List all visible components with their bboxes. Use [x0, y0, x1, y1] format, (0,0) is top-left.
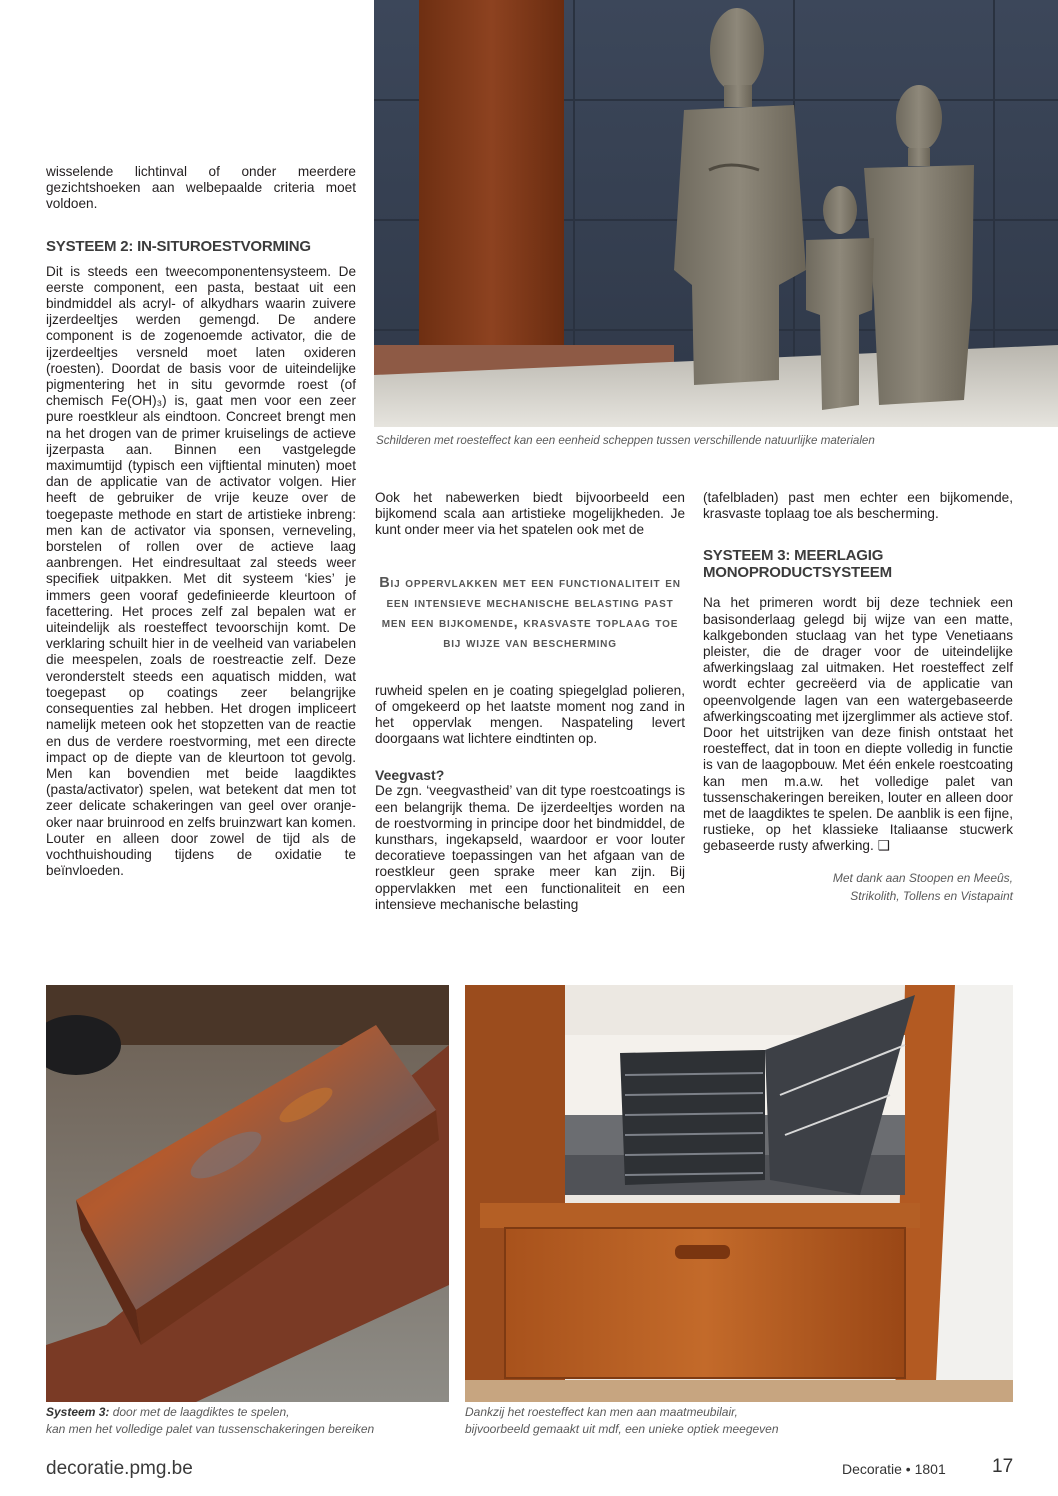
col2-paragraph-3: De zgn. ‘veegvastheid’ van dit type roestcoatings is een belangrijk thema. De ijzerdeeltjes worden na de roestvorming in principe door het bindmiddel, de kunsthars, ingekapseld, waardoor er voor louter decoratieve toepassingen van het afgaan van de roestkleur geen sprake meer kan zijn. Bij oppervlakken met een functionaliteit en een intensieve mechanische belasting — [375, 783, 685, 912]
rusted-plank-photo — [46, 985, 449, 1402]
rusted-plank-illustration — [46, 985, 449, 1402]
top-photo-caption: Schilderen met roesteffect kan een eenheid scheppen tussen verschillende natuurlijke materialen — [376, 434, 875, 447]
bottom-right-caption — [465, 1404, 1013, 1438]
col2-paragraph-1: Ook het nabewerken biedt bijvoorbeeld een bijkomend scala aan artistieke mogelijkheden. Je kunt onder meer via het spatelen ook met de — [375, 490, 685, 538]
issue-label: Decoratie • 1801 — [842, 1461, 946, 1477]
systeem-3-body-text: Na het primeren wordt bij deze techniek een basisonderlaag gelegd bij wijze van een matte, kalkgebonden stuclaag van het type Venetiaans pleister, die de drager voor de uiteindelijke afwerkingslaag zal uitmaken. Het roesteffect zelf wordt echter gecreëerd via de applicatie van opeenvolgende lagen van een watergebaseerde afwerkingscoating met ijzerglimmer als actieve stof. Door het uitstrijken van deze finish ontstaat het roesteffect, dat in toon en diepte volledig in functie is van de laagopbouw. Met één enkele roestcoating kan men m.a.w. het volledige palet van tussenschakeringen bereiken, louter en alleen door met de laagdiktes te spelen. De aanblik is een fijne, rustieke, op het klassieke Italiaanse stucwerk gebaseerde rusty afwerking. — [703, 595, 1013, 854]
column-3 — [703, 490, 1013, 905]
systeem-2-body: Dit is steeds een tweecomponentensysteem. De eerste component, een pasta, bestaat uit een bindmiddel als acryl- of alkydhars waarin zuivere ijzerdeeltjes werden gemengd. De andere component is de zogenoemde activator, die de ijzerdeeltjes versneld moet laten oxideren (roesten). Doordat de basis voor de uiteindelijke pigmentering het in situ gevormde roest (of chemisch Fe(OH)₃) is, gaat men voor een zeer pure roestkleur als eindtoon. Concreet brengt men na het drogen van de primer kruiselings de actieve ijzerpasta aan. Binnen een vastgelegde maximumtijd (typisch een vijftiental minuten) moet dan de applicatie van de activator volgen. Hier heeft de gebruiker de vrije keuze over de toegepaste methode en start de artistieke inbreng: men kan de activator via sponsen, verneveling, borstelen of rollen over de actieve laag aanbrengen. Het eindresultaat zal steeds weer specifiek uitpakken. Met dit systeem ‘kies’ je immers geen vooraf gedefinieerde kleurtoon of facettering. Het proces zelf zal bepalen wat er uiteindelijk als roesteffect tevoorschijn komt. De verklaring schuilt hier in de veelheid van variabelen die meespelen, zoals de roestreactie zelf. Deze veronderstelt steeds een aquatisch midden, wat toegepast op coatings zeer belangrijke consequenties zal hebben. Het drogen impliceert namelijk meteen ook het stopzetten van de reactie en dus de verdere roestvorming, met een directe impact op de diepte van de kleurtoon tot gevolg. Men kan bovendien met beide laagdiktes (pasta/activator) spelen, wat betekent dat men tot zeer delicate schakeringen van geel over oranje-oker naar bruinrood en zelfs bruinzwart kan komen. Louter en alleen door zowel de tijd als de vochthuishouding tijdens de oxidatie te beïnvloeden. — [46, 263, 356, 879]
subheading-veegvast: Veegvast? — [375, 767, 445, 784]
caption-systeem-3-label: Systeem 3: — [46, 1405, 110, 1419]
section-heading-systeem-2: SYSTEEM 2: IN-SITUROESTVORMING — [46, 237, 311, 255]
intro-paragraph: wisselende lichtinval of onder meerdere gezichtshoeken aan welbepaalde criteria moet voldoen. — [46, 164, 356, 212]
pull-quote: Bij oppervlakken met een functionaliteit en een intensieve mechanische belasting past men een bijkomende, krasvaste toplaag toe bij wijze van bescherming — [379, 574, 681, 651]
systeem-3-body — [703, 595, 1013, 854]
website-link[interactable]: decoratie.pmg.be — [46, 1458, 193, 1479]
sculptures-photo — [374, 0, 1058, 427]
rusted-bench-photo — [465, 985, 1013, 1402]
credits — [703, 869, 1013, 905]
rusted-bench-illustration — [465, 985, 1013, 1402]
credits-line-2: Strikolith, Tollens en Vistapaint — [850, 888, 1013, 903]
page-number: 17 — [992, 1456, 1014, 1477]
section-heading-systeem-3: SYSTEEM 3: MEERLAGIG MONOPRODUCTSYSTEEM — [703, 547, 892, 582]
sculptures-illustration — [374, 0, 1058, 427]
caption-furniture-2: bijvoorbeeld gemaakt uit mdf, een unieke optiek meegeven — [465, 1422, 779, 1436]
bottom-left-caption — [46, 1404, 451, 1438]
column-1 — [46, 164, 356, 879]
caption-furniture-1: Dankzij het roesteffect kan men aan maatmeubilair, — [465, 1405, 738, 1419]
caption-text-1: door met de laagdiktes te spelen, — [109, 1405, 290, 1419]
end-mark: ❑ — [877, 838, 890, 854]
credits-line-1: Met dank aan Stoopen en Meeûs, — [832, 870, 1013, 885]
col2-paragraph-2: ruwheid spelen en je coating spiegelglad polieren, of omgekeerd op het laatste moment nog zand in het oppervlak mengen. Naspateling levert doorgaans wat lichtere eindtinten op. — [375, 682, 685, 747]
caption-text-2: kan men het volledige palet van tussenschakeringen bereiken — [46, 1422, 375, 1436]
col3-paragraph-1: (tafelbladen) past men echter een bijkomende, krasvaste toplaag toe als bescherming. — [703, 490, 1013, 522]
column-2 — [375, 490, 685, 913]
